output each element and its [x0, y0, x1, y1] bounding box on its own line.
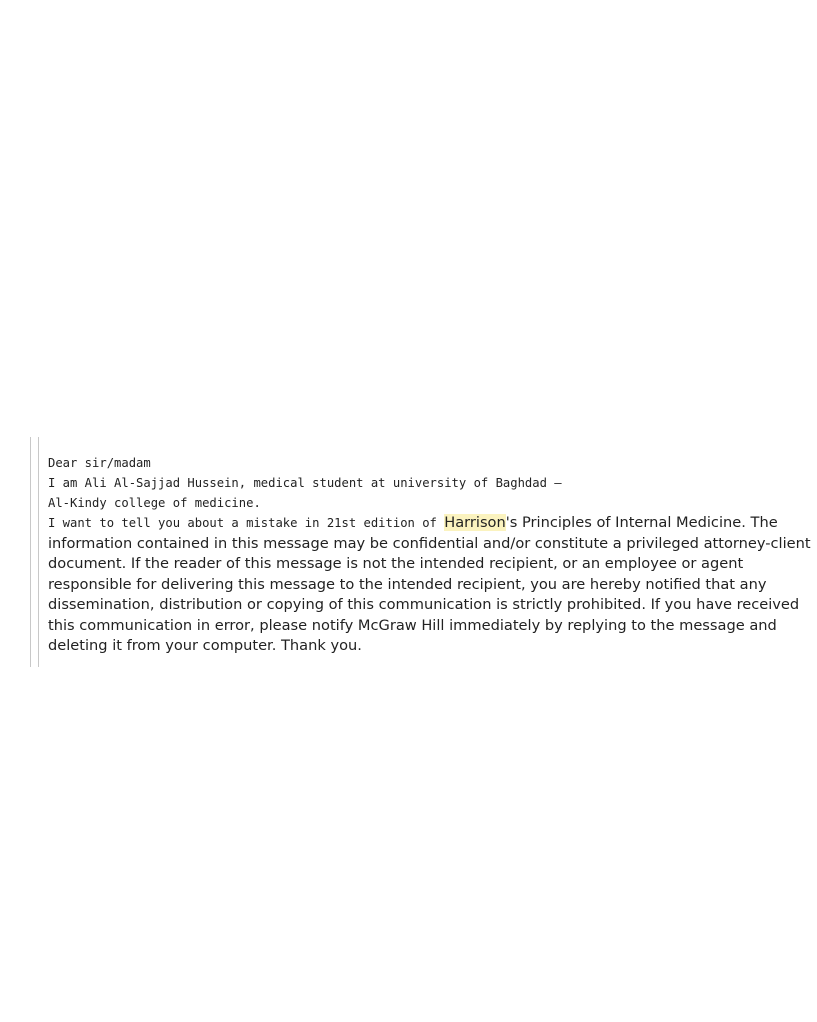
- mistake-paragraph: [48, 513, 813, 657]
- confidentiality-disclaimer: The information contained in this message may be confidential and/or constitute a privileged attorney-client document. If the reader of this message is not the intended recipient, or an employee or agent responsible for delivering this message to the intended recipient, you are hereby notified that any dissemination, distribution or copying of this communication is strictly prohibited. If you have received this communication in error, please notify McGraw Hill immediately by replying to the message and deleting it from your computer. Thank you.: [48, 514, 811, 654]
- salutation: Dear sir/madam: [48, 456, 151, 470]
- intro-line-1: I am Ali Al-Sajjad Hussein, medical student at university of Baghdad –: [48, 476, 562, 490]
- book-title-rest: 's Principles of Internal Medicine.: [505, 514, 746, 531]
- email-body: [48, 453, 813, 657]
- mistake-prefix: I want to tell you about a mistake in 21st edition of: [48, 516, 437, 530]
- quoted-text-indicator: [30, 437, 42, 667]
- book-title-highlight: Harrison: [444, 514, 506, 531]
- quote-bar-inner: [38, 437, 39, 667]
- quote-bar-outer: [30, 437, 31, 667]
- intro-line-2: Al-Kindy college of medicine.: [48, 496, 261, 510]
